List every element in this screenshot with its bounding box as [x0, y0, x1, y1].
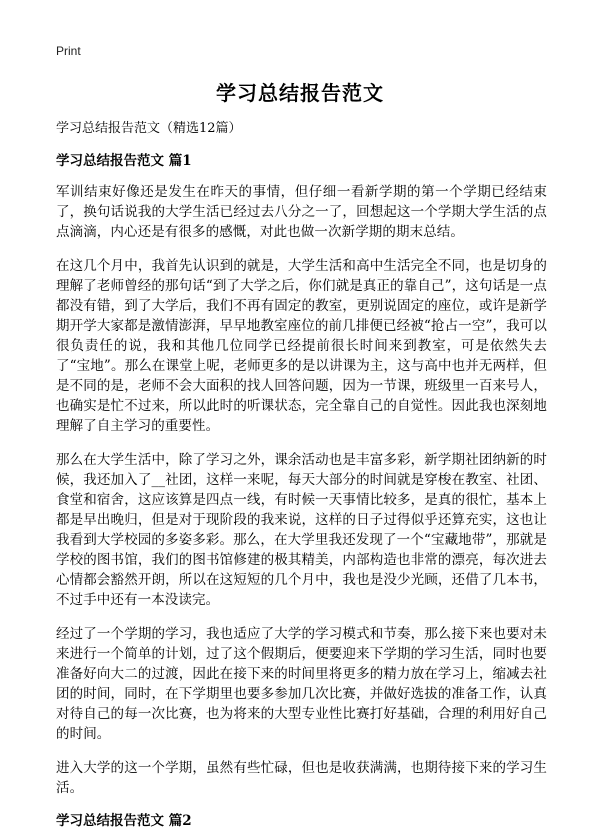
document-subtitle: 学习总结报告范文（精选12篇）: [56, 121, 242, 136]
document-body: [56, 120, 547, 828]
page-title: 学习总结报告范文: [216, 81, 384, 105]
paragraph: 进入大学的这一个学期，虽然有些忙碌，但也是收获满满，也期待接下来的学习生活。: [56, 760, 547, 796]
section-heading: 学习总结报告范文 篇2: [56, 813, 192, 828]
section-2: [56, 812, 547, 828]
print-label[interactable]: Print: [56, 44, 81, 58]
section-heading: 学习总结报告范文 篇1: [56, 153, 192, 169]
paragraph: 军训结束好像还是发生在昨天的事情，但仔细一看新学期的第一个学期已经结束了，换句话说我的大学生活已经过去八分之一了，回想起这一个学期大学生活的点点滴滴，内心还是有很多的感慨，对此也做一次新学期的期末总结。: [56, 184, 547, 240]
paragraph: 在这几个月中，我首先认识到的就是，大学生活和高中生活完全不同，也是切身的理解了老师曾经的那句话“到了大学之后，你们就是真正的靠自己”，这句话是一点都没有错，到了大学后，我们不再有固定的教室，更别说固定的座位，或许是新学期开学大家都是激情澎湃，早早地教室座位的前几排便已经被“抢占一空”，我可以很负责任的说，我和其他几位同学已经提前很长时间来到教室，可是依然失去了“宝地”。那么在课堂上呢，老师更多的是以讲课为主，这与高中也并无两样，但是不同的是，老师不会大面积的找人回答问题，因为一节课，班级里一百来号人，也确实是忙不过来，所以此时的听课状态，完全靠自己的自觉性。因此我也深刻地理解了自主学习的重要性。: [56, 258, 547, 434]
section-1: [56, 152, 547, 798]
paragraph: 经过了一个学期的学习，我也适应了大学的学习模式和节奏，那么接下来也要对未来进行一个简单的计划，过了这个假期后，便要迎来下学期的学习生活，同时也要准备好向大二的过渡，因此在接下来的时间里将更多的精力放在学习上，缩减去社团的时间，同时，在下学期里也要多参加几次比赛，并做好选拔的准备工作，认真对待自己的每一次比赛，也为将来的大型专业性比赛打好基础，合理的利用好自己的时间。: [56, 626, 547, 742]
paragraph: 那么在大学生活中，除了学习之外，课余活动也是丰富多彩，新学期社团纳新的时候，我还加入了__社团，这样一来呢，每天大部分的时间就是穿梭在教室、社团、食堂和宿舍，这应该算是四点一线，有时候一天事情比较多，是真的很忙，基本上都是早出晚归，但是对于现阶段的我来说，这样的日子过得似乎还算充实，这也让我看到大学校园的多姿多彩。那么，在大学里我还发现了一个“宝藏地带”，那就是学校的图书馆，我们的图书馆修建的极其精美，内部构造也非常的漂亮，每次进去心情都会豁然开朗，所以在这短短的几个月中，我也是没少光顾，还借了几本书，不过手中还有一本没读完。: [56, 452, 547, 608]
